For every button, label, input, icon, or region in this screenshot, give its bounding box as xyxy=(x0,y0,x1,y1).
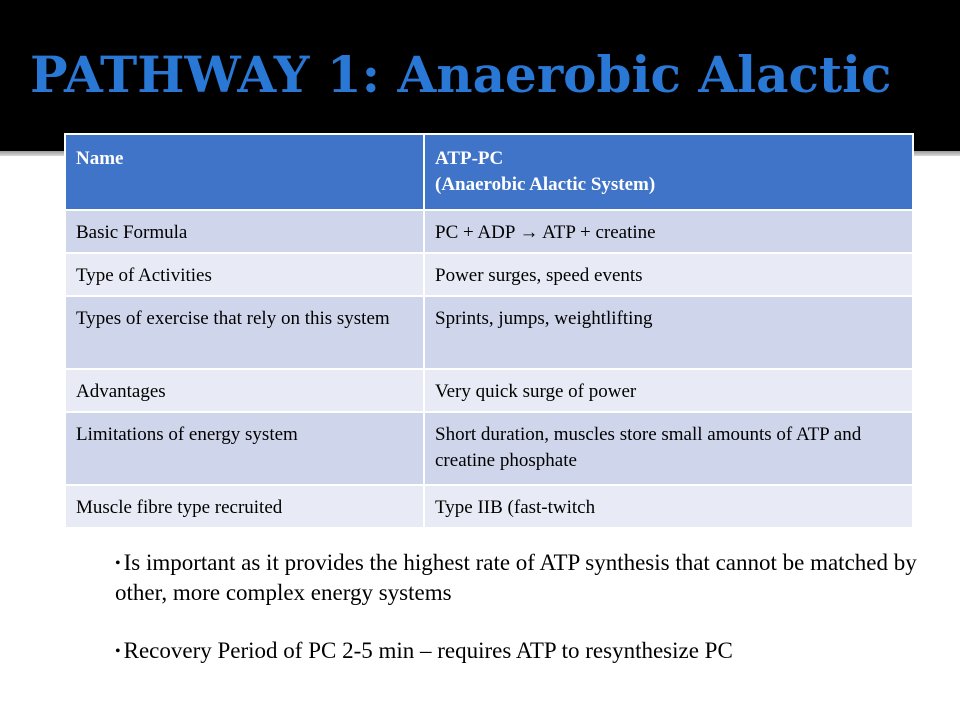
row-value: Very quick surge of power xyxy=(424,369,913,412)
bullet-text: Recovery Period of PC 2-5 min – requires ATP to resynthesize PC xyxy=(123,638,733,663)
row-value: Short duration, muscles store small amounts of ATP and creatine phosphate xyxy=(424,412,913,485)
slide-title: PATHWAY 1: Anaerobic Alactic xyxy=(30,45,892,104)
table-row xyxy=(65,253,913,296)
list-item xyxy=(115,548,945,607)
table-header-row xyxy=(65,134,913,210)
row-value: PC + ADP → ATP + creatine xyxy=(424,210,913,253)
header-name-cell: Name xyxy=(65,134,424,210)
row-label: Limitations of energy system xyxy=(65,412,424,485)
table-row xyxy=(65,485,913,528)
bullet-icon: • xyxy=(115,643,121,660)
table-row xyxy=(65,296,913,369)
header-system-cell xyxy=(424,134,913,210)
row-value: Type IIB (fast-twitch xyxy=(424,485,913,528)
bullet-icon: • xyxy=(115,555,121,572)
bullet-text: Is important as it provides the highest rate of ATP synthesis that cannot be matched by other, more complex energy systems xyxy=(115,550,917,605)
table-row xyxy=(65,369,913,412)
notes-list xyxy=(115,548,945,695)
row-label: Basic Formula xyxy=(65,210,424,253)
table-row xyxy=(65,210,913,253)
row-label: Muscle fibre type recruited xyxy=(65,485,424,528)
table-row xyxy=(65,412,913,485)
row-value: Power surges, speed events xyxy=(424,253,913,296)
header-system-name: ATP-PC xyxy=(435,148,504,169)
header-system-subtitle: (Anaerobic Alactic System) xyxy=(435,174,656,195)
row-label: Advantages xyxy=(65,369,424,412)
row-value: Sprints, jumps, weightlifting xyxy=(424,296,913,369)
list-item xyxy=(115,636,945,666)
energy-system-table xyxy=(64,133,914,529)
row-label: Types of exercise that rely on this system xyxy=(65,296,424,369)
row-label: Type of Activities xyxy=(65,253,424,296)
